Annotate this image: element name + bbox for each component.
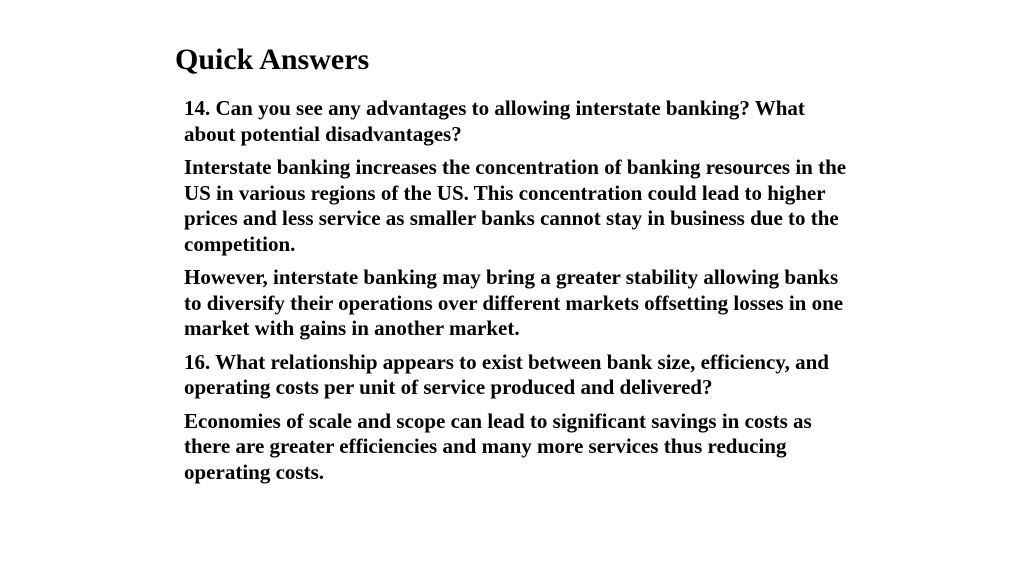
slide-title: Quick Answers [175, 43, 370, 76]
answer-14-stability: However, interstate banking may bring a greater stability allowing banks to diversify their operations over different markets offsetting losses in one market with gains in another market. [184, 265, 844, 340]
question-14: 14. Can you see any advantages to allowing interstate banking? What about potential disadvantages? [184, 96, 805, 146]
slide-body [184, 96, 854, 493]
answer-16: Economies of scale and scope can lead to significant savings in costs as there are greater efficiencies and many more services thus reducing operating costs. [184, 408, 812, 484]
answer-14-concentration: Interstate banking increases the concentration of banking resources in the US in various regions of the US. This concentration could lead to higher prices and less service as smaller banks cannot stay in business due to the competition. [184, 155, 847, 256]
question-16: 16. What relationship appears to exist between bank size, efficiency, and operating costs per unit of service produced and delivered? [184, 349, 829, 399]
